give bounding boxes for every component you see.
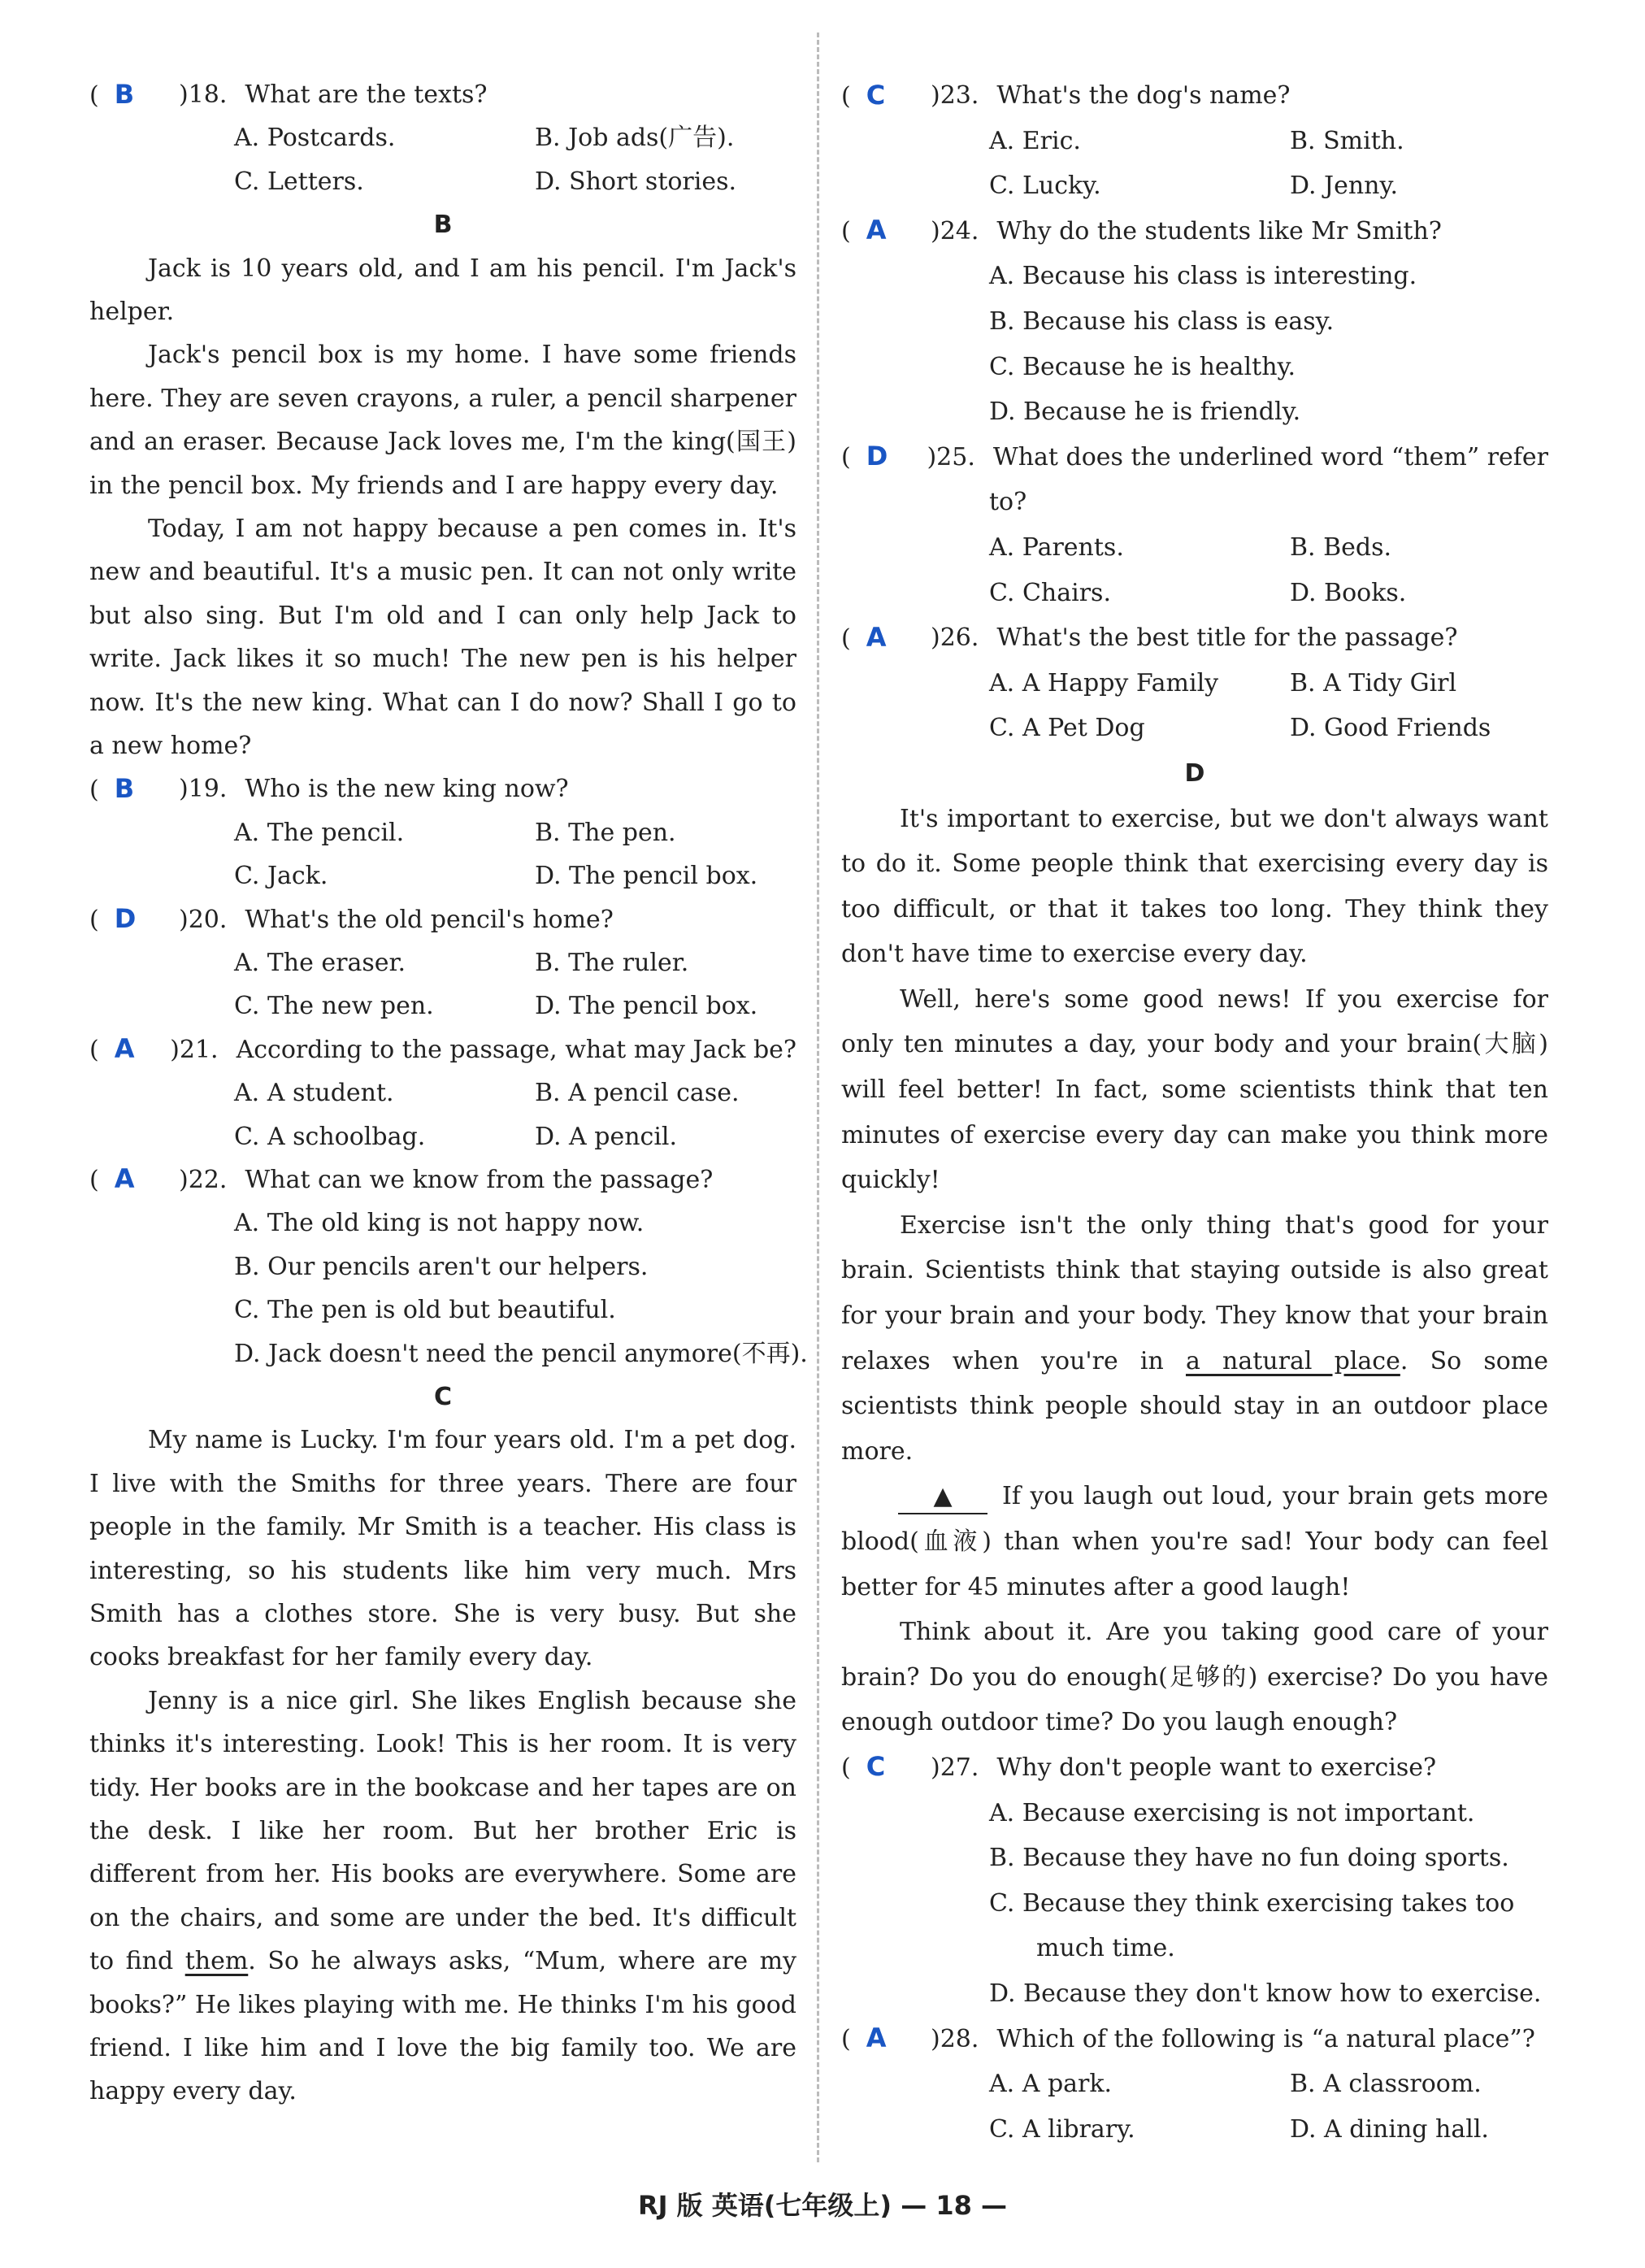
answer-18: B [114,78,135,110]
passage-b [89,247,796,768]
paragraph: Today, I am not happy because a pen comes in. It's new and beautiful. It's a music pen. It can not only write but also sing. But I'm old and I can only help Jack to write. Jack likes it so much! The new pen is his helper now. It's the new king. What can I do now? Shall I go to a new home? [89,515,796,761]
section-d-heading: D [1184,758,1205,788]
answer-19: B [114,772,135,804]
answer-23: C [866,79,886,111]
left-column: ( B )18. What are the texts? A. Postcards. B. Job ads(广告). C. Letters. D. Short stories. B Jack is 10 years old, and I am his pencil. I'm Jack's helper. Jack's pencil box is my home. I have some friends here. They are seven crayons, a ruler, a pencil sharpener and an eraser. Because Jack loves me, I'm the king(国王) in the pencil box. My friends and I are happy every day. Today, I am not happy because a pen comes in. It's new and beautiful. It's a music pen. It can not only write but also sing. But I'm old and I can only help Jack to write. Jack likes it so much! The new pen is his helper now. It's the new king. What can I do now? Shall I go to a new home? ( B )19. Who is the new king now? A. The pencil. B. The pen. C. Jack. D. The pencil box. ( D )20. What's the old pencil's home? A. The eraser. B. The ruler. C. The new pen. D. The pencil box. ( A )21. According to the passage, what may Jack be? A. A student. B. A pencil case. C. A schoolbag. D. A pencil. ( A )22. What can we know from the passage? A. The old king is not happy now. B. Our pencils aren't our helpers. C. The pen is old but beautiful. D. Jack doesn't need the pencil anymore(不再). C My name is Lucky. I'm four years old. I'm a pet dog. I live with the Smiths for three years. There are four people in the family. Mr Smith is a teacher. His class is interesting, so his students like him very much. Mrs Smith has a clothes store. She is very busy. But she cooks breakfast for her family every day. Jenny is a nice girl. She likes English because she thinks it's interesting. Look! This is her room. It is very tidy. Her books are in the bookcase and her tapes are on the desk. I like her room. But her brother Eric is different from her. His books are everywhere. Some are on the chairs, and some are under the bed. It's difficult to find them. So he always asks, “Mum, where are my books?” He likes playing with me. He thinks I'm his good friend. I like him and I love the big family too. We are happy every day. [89,73,796,2114]
question-22: ( A )22. What can we know from the passage? [89,1163,714,1195]
answer-20: D [114,903,137,935]
answer-21: A [114,1033,135,1065]
answer-27: C [866,1751,886,1783]
blank-triangle-icon: ▲ [898,1480,987,1514]
question-25: ( D )25. What does the underlined word “them” refer [841,441,1548,472]
options-row: A. Postcards. B. Job ads(广告). [234,124,735,153]
question-20: ( D )20. What's the old pencil's home? [89,903,614,935]
options-row: C. Letters. D. Short stories. [234,167,737,196]
section-c-heading: C [433,1382,453,1411]
section-b-heading: B [433,211,453,240]
question-18: ( B )18. What are the texts? [89,73,796,116]
passage-c [89,1419,796,2114]
answer-26: A [866,621,887,653]
question-26: ( A )26. What's the best title for the passage? [841,621,1458,653]
question-19: ( B )19. Who is the new king now? [89,772,569,804]
paragraph: Jack's pencil box is my home. I have some friends here. They are seven crayons, a ruler, a pencil sharpener and an eraser. Because Jack loves me, I'm the king(国王) in the pencil box. My friends and I are happy every day. [89,341,796,500]
right-column: ( C )23. What's the dog's name? A. Eric. B. Smith. C. Lucky. D. Jenny. ( A )24. Why do the students like Mr Smith? A. Because his class is interesting. B. Because his class is easy. C. Because he is healthy. D. Because he is friendly. ( D )25. What does the underlined word “them” refer to? A. Parents. B. Beds. C. Chairs. D. Books. ( A )26. What's the best title for the passage? A. A Happy Family B. A Tidy Girl C. A Pet Dog D. Good Friends D It's important to exercise, but we don't always want to do it. Some people think that exercising every day is too difficult, or that it takes too long. They think they don't have time to exercise every day. Well, here's some good news! If you exercise for only ten minutes a day, your body and your brain(大脑) will feel better! In fact, some scientists think that ten minutes of exercise every day can make you think more quickly! Exercise isn't the only thing that's good for your brain. Scientists think that staying outside is also great for your brain and your body. They know that your brain relaxes when you're in a natural place. So some scientists think people should stay in an outdoor place more. ▲ If you laugh out loud, your brain gets more blood(血液) than when you're sad! Your body can feel better for 45 minutes after a good laugh! Think about it. Are you taking good care of your brain? Do you do enough(足够的) exercise? Do you have enough outdoor time? Do you laugh enough? ( C )27. Why don't people want to exercise? A. Because exercising is not important. B. Because they have no fun doing sports. C. Because they think exercising takes too much time. D. Because they don't know how to exercise. ( A )28. Which of the following is “a natural place”? A. A park. B. A classroom. C. A library. D. A dining hall. [841,73,1548,2152]
answer-25: D [866,441,888,472]
underlined-word-them: them [184,1947,249,1976]
answer-28: A [866,2023,887,2054]
page-footer: RJ 版 英语(七年级上) — 18 — [637,2190,1008,2221]
question-24: ( A )24. Why do the students like Mr Smith? [841,215,1442,246]
question-23: ( C )23. What's the dog's name? [841,79,1291,111]
underlined-natural-place: a natural place [1185,1346,1400,1375]
question-27: ( C )27. Why don't people want to exercise? [841,1751,1437,1783]
paragraph: Jenny is a nice girl. She likes English because she thinks it's interesting. Look! This is her room. It is very tidy. Her books are in the bookcase and her tapes are on the desk. I like her room. But her brother Eric is different from her. His books are everywhere. Some are on the chairs, and some are under the bed. It's difficult to find them. So he always asks, “Mum, where are my books?” He likes playing with me. He thinks I'm his good friend. I like him and I love the big family too. We are happy every day. [89,1686,796,2106]
paragraph: Exercise isn't the only thing that's good for your brain. Scientists think that staying outside is also great for your brain and your body. They know that your brain relaxes when you're in a natural place. So some scientists think people should stay in an outdoor place more. [841,1210,1549,1466]
question-text: What are the texts? [245,80,488,109]
question-21: ( A )21. According to the passage, what may Jack be? [89,1033,796,1065]
passage-d [841,797,1548,1745]
paragraph: It's important to exercise, but we don't always want to do it. Some people think that exercising every day is too difficult, or that it takes too long. They think they don't have time to exercise every day. [841,804,1548,969]
question-28: ( A )28. Which of the following is “a natural place”? [841,2023,1535,2054]
answer-24: A [866,215,887,246]
paragraph: Think about it. Are you taking good care of your brain? Do you do enough(足够的) exercise? Do you have enough outdoor time? Do you laugh enough? [841,1618,1548,1737]
paragraph: ▲ If you laugh out loud, your brain gets more blood(血液) than when you're sad! Your body can feel better for 45 minutes after a good laugh! [841,1482,1548,1601]
column-divider [817,33,819,2162]
paragraph: Well, here's some good news! If you exercise for only ten minutes a day, your body and your brain(大脑) will feel better! In fact, some scientists think that ten minutes of exercise every day can make you think more quickly! [841,984,1548,1195]
paragraph: Jack is 10 years old, and I am his pencil. I'm Jack's helper. [89,254,796,326]
paragraph: My name is Lucky. I'm four years old. I'm a pet dog. I live with the Smiths for three years. There are four people in the family. Mr Smith is a teacher. His class is interesting, so his students like him very much. Mrs Smith has a clothes store. She is very busy. But she cooks breakfast for her family every day. [89,1426,796,1672]
answer-22: A [114,1163,135,1195]
